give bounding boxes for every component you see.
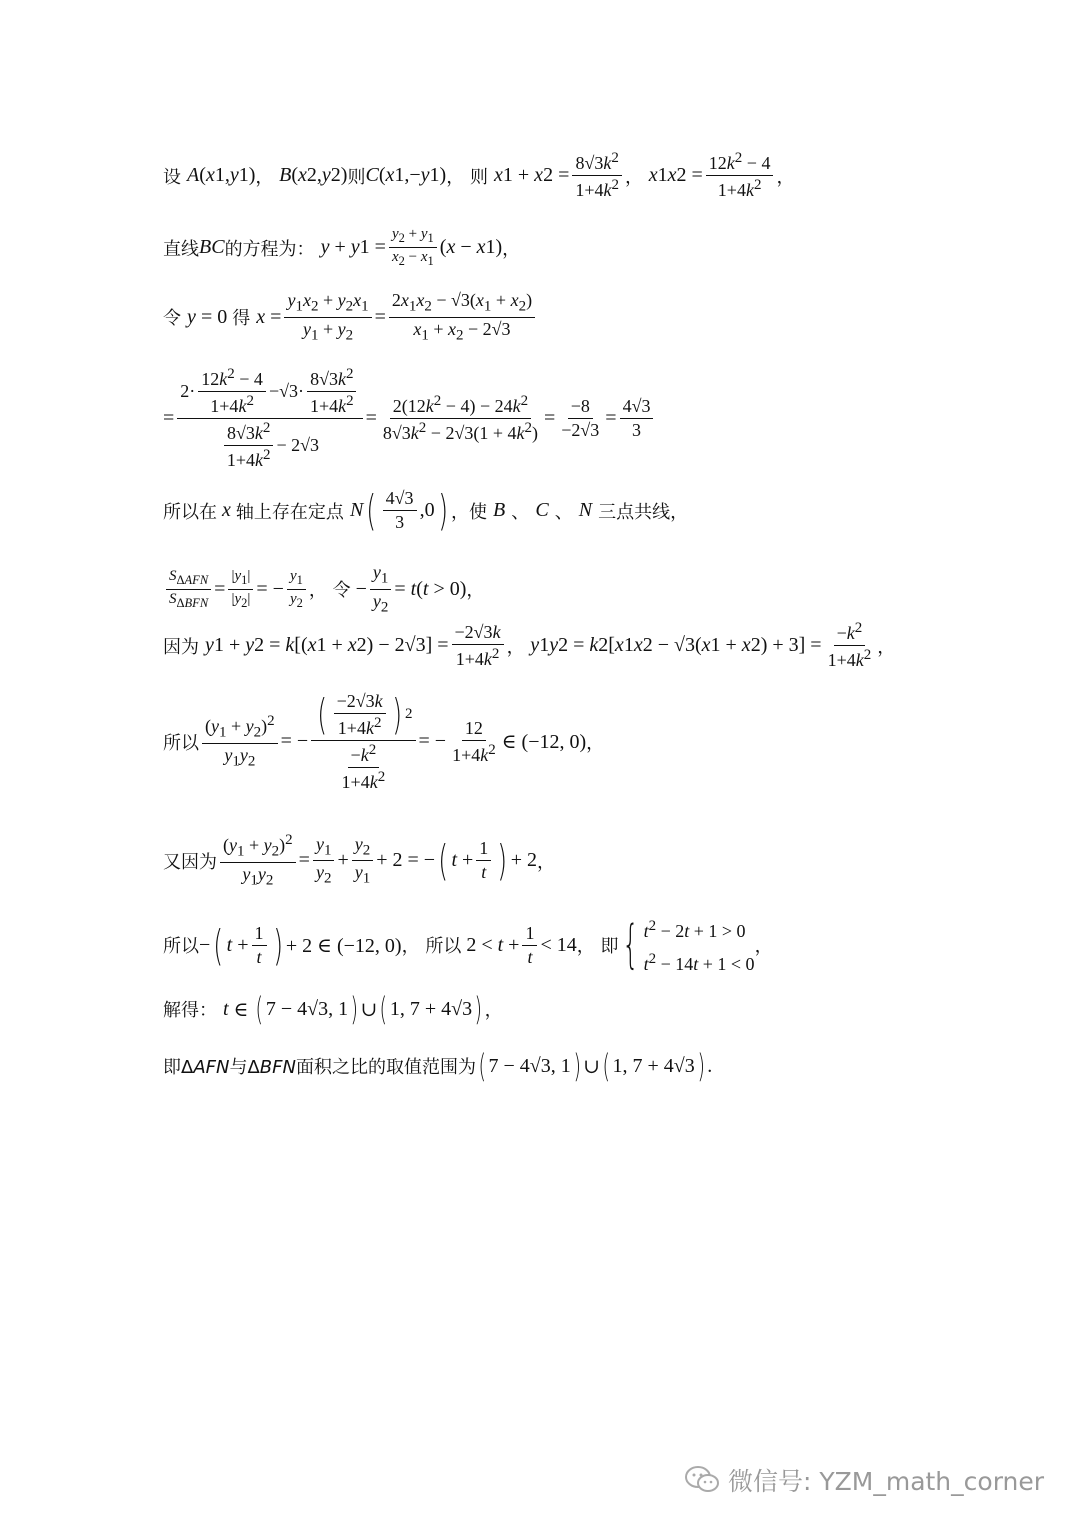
line-7: 因为 y 1 + y 2 = k [( x 1 + x 2 ) − 2√3] = $\frac{-2√3k}{1+4k^2}$ ， y 1 y 2 = k 2 [ x 1 x 2 − √3( x 1 + x 2 ) + 3] = $\frac{-k^2}{1+4k^2}$ ，	[163, 620, 896, 670]
line-9: 又因为 $\frac{(y_1 + y_2)^2}{y_1y_2}$ = $\frac{y_1}{y_2}$ + $\frac{y_2}{y_1}$ + 2 = − ( t + $\frac{1}{t}$ ) + 2 ，	[163, 832, 555, 889]
line-1: 设 A ( x 1 , y 1 ) ， B ( x 2 , y 2 ) 则 C ( x 1 ,− y 1 ) ， 则 x 1 + x 2 = $\frac{8√3k^2}{1+4k^2}$ ， x 1 x 2 = $\frac{12k^2 - 4}{1+4k^2}$ ，	[163, 150, 795, 200]
line-8: 所以 $\frac{(y_1 + y_2)^2}{y_1y_2}$ = − ( $\frac{-2√3k}{1+4k^2}$ ) 2 $\frac{-k^2}{1+4k^2}$ = − $\frac{12}{1+4k^2}$ ∈ (−12, 0) ，	[163, 690, 605, 792]
watermark	[684, 1462, 1044, 1498]
line-6: $\frac{S_{\Delta AFN}}{S_{\Delta BFN}}$ = $\frac{|y_1|}{|y_2|}$ = − $\frac{y_1}{y_2}$ ， 令 − $\frac{y_1}{y_2}$ = t ( t > 0) ，	[163, 562, 484, 616]
line-2: 直线 BC 的方程为： y + y 1 = $\frac{y_2 + y_1}{x_2 - x_1}$ ( x − x 1 ) ，	[163, 226, 521, 268]
wechat-icon	[684, 1465, 720, 1495]
line-4: = 2· $\frac{12k^2 - 4}{1+4k^2}$ −√3· $\frac{8√3k^2}{1+4k^2}$ $\frac{8√3k^2}{1+4k^2}$ − 2√3 = $\frac{2(12k^2 - 4) - 24k^2}{8√3k^2 - 2√3(1 + 4k^2)}$ = $\frac{-8}{-2√3}$ = $\frac{4√3}{3}$	[163, 366, 656, 471]
line-12: 即ΔAFN与ΔBFN面积之比的取值范围为 ( 7 − 4√3, 1 ) ∪ ( 1, 7 + 4√3 ) .	[163, 1047, 713, 1085]
watermark-text: 微信号: YZM_math_corner	[728, 1467, 1045, 1496]
line-5: 所以在 x 轴上存在定点 N ( $\frac{4√3}{3}$ ,0 ) ，使 B 、 C 、 N 三点共线，	[163, 486, 689, 535]
line-11: 解得： t ∈ ( 7 − 4√3, 1 ) ∪ ( 1, 7 + 4√3 ) ，	[163, 990, 503, 1028]
line-10: 所以 − ( t + $\frac{1}{t}$ ) + 2 ∈ (−12, 0) ， 所以 2 < t + $\frac{1}{t}$ < 14 ， 即 { $t^2 - 2t + 1 > 0$ $t^2 - 14t + 1 < 0$ ，	[163, 915, 773, 975]
line-3: 令 y = 0 得 x = $\frac{y_1x_2 + y_2x_1}{y_1 + y_2}$ = $\frac{2x_1x_2 - √3(x_1 + x_2)}{x_1 + x_2 - 2√3}$	[163, 290, 538, 344]
